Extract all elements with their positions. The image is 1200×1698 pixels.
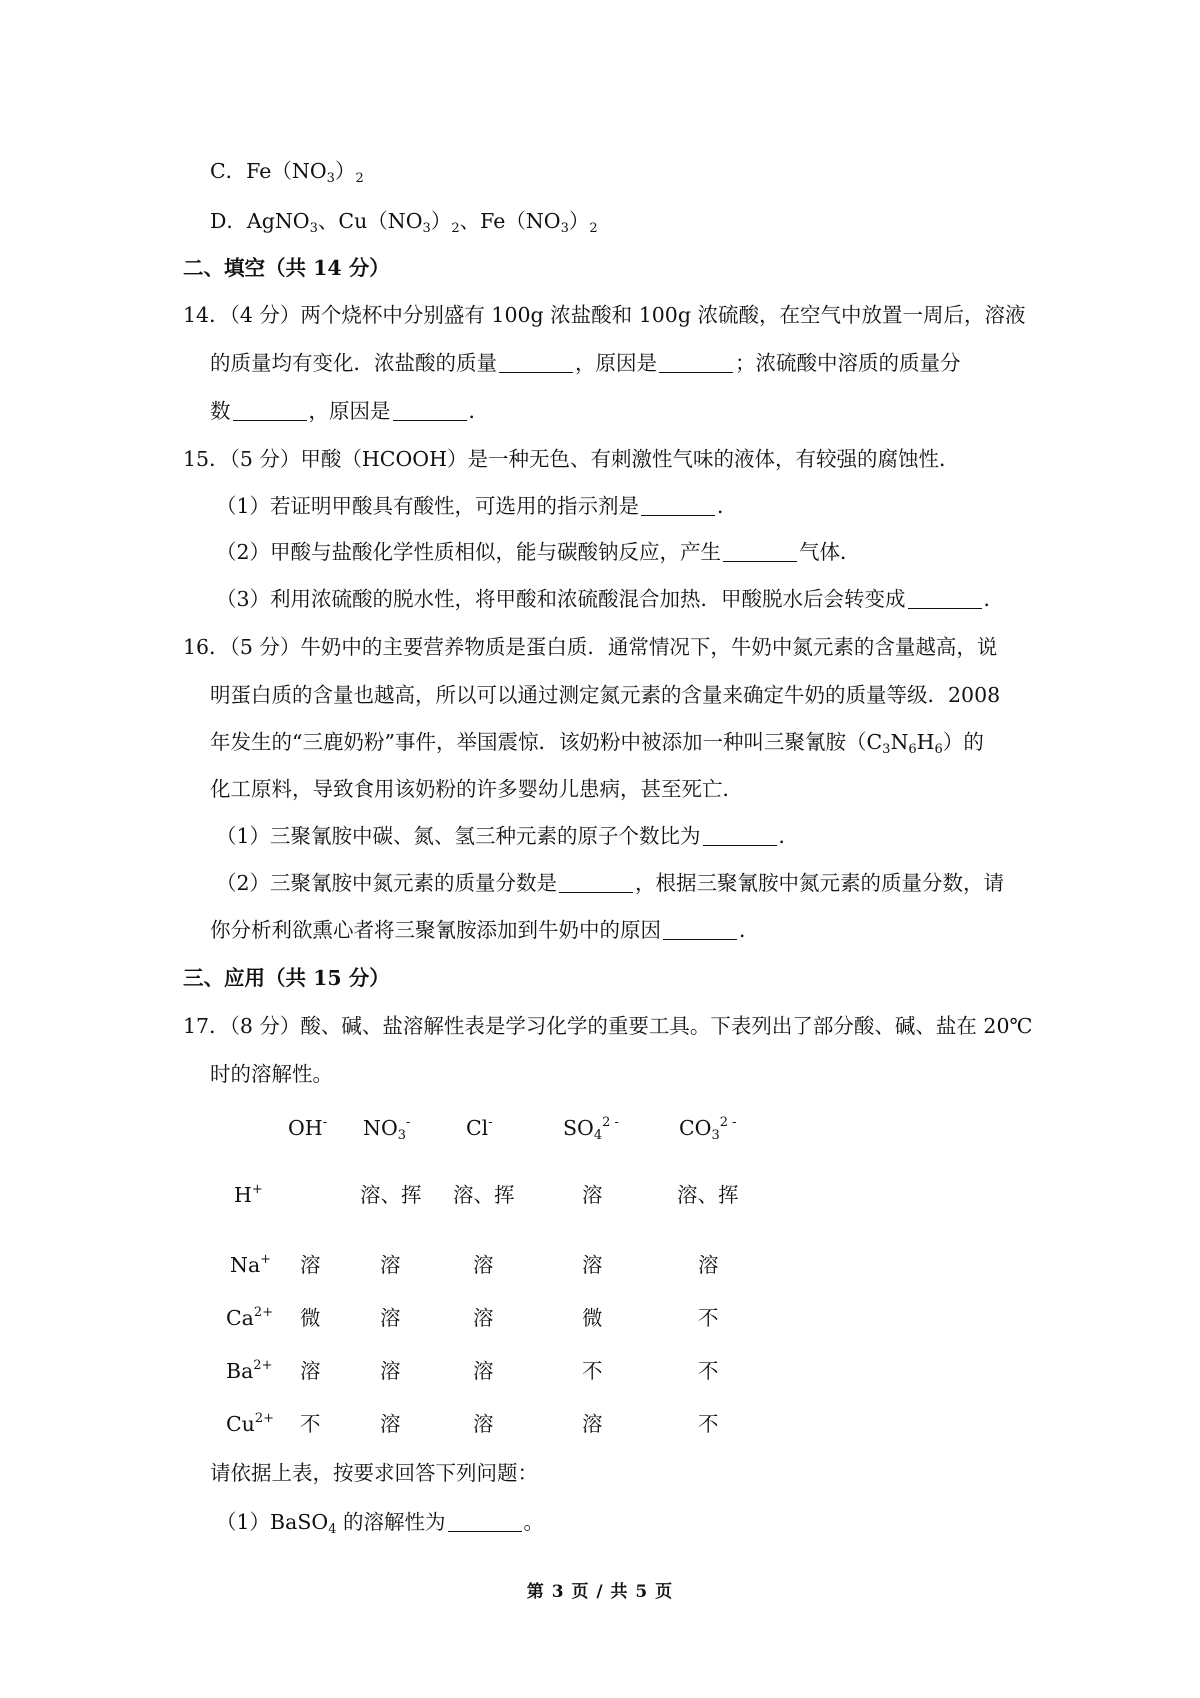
table-cell: 溶、挥 <box>453 1183 515 1207</box>
q16-line3: 年发生的“三鹿奶粉”事件，举国震惊．该奶粉中被添加一种叫三聚氰胺$(C_3N_6H_6)$的 <box>210 730 984 757</box>
table-cell: 溶 <box>380 1253 401 1277</box>
q16-line1: 16．（5 分）牛奶中的主要营养物质是蛋白质．通常情况下，牛奶中氮元素的含量越高，说 <box>183 635 998 659</box>
answer-blank[interactable] <box>723 541 797 562</box>
q14-line1: 14．（4 分）两个烧杯中分别盛有 100g 浓盐酸和 100g 浓硫酸，在空气中放置一周后，溶液 <box>183 303 1026 327</box>
table-cell: 溶 <box>473 1359 494 1383</box>
q15-part1: （1）若证明甲酸具有酸性，可选用的指示剂是 ． <box>216 494 738 518</box>
answer-blank[interactable] <box>703 825 777 846</box>
table-cell: 微 <box>300 1306 321 1330</box>
q17-line1: 17．（8 分）酸、碱、盐溶解性表是学习化学的重要工具。下表列出了部分酸、碱、盐在 20℃ <box>183 1014 1033 1038</box>
table-cell: 溶 <box>582 1183 603 1207</box>
table-cell: 溶 <box>698 1253 719 1277</box>
cation-label: $Ca^{2+}$ <box>226 1305 274 1330</box>
cation-label: Na+ <box>230 1252 272 1277</box>
q16-part3: 你分析利欲熏心者将三聚氰胺添加到牛奶中的原因 ． <box>210 918 760 942</box>
table-cell: 溶 <box>582 1253 603 1277</box>
option-d: D．AgNO$_3$、$Cu(NO_3)_2$、$Fe(NO_3)_2$ <box>210 209 598 236</box>
table-cell: 溶、挥 <box>677 1183 739 1207</box>
q16-part1: （1）三聚氰胺中碳、氮、氢三种元素的原子个数比为 ． <box>216 824 800 848</box>
q17-line2: 时的溶解性。 <box>210 1062 333 1086</box>
table-cell: 溶 <box>473 1412 494 1436</box>
table-cell: 溶、挥 <box>360 1183 422 1207</box>
answer-blank[interactable] <box>233 400 307 421</box>
q14-line3: 数 ，原因是 ． <box>210 399 489 423</box>
section-title-fill-blank: 二、填空（共 14 分） <box>183 256 390 280</box>
q17-instruction: 请依据上表，按要求回答下列问题： <box>210 1461 538 1485</box>
answer-blank[interactable] <box>663 919 737 940</box>
answer-blank[interactable] <box>499 352 573 373</box>
answer-blank[interactable] <box>908 588 982 609</box>
table-cell: 溶 <box>473 1306 494 1330</box>
table-cell: 溶 <box>300 1359 321 1383</box>
anion-header: $SO_4^{2 -}$ <box>563 1115 619 1143</box>
answer-blank[interactable] <box>559 872 633 893</box>
table-cell: 溶 <box>380 1412 401 1436</box>
table-cell: 不 <box>698 1359 719 1383</box>
table-cell: 微 <box>582 1306 603 1330</box>
cation-label: $Cu^{2+}$ <box>226 1411 275 1436</box>
option-c: C．$Fe(NO_3)_2$ <box>210 159 364 186</box>
answer-blank[interactable] <box>393 400 467 421</box>
anion-header: $CO_3^{2 -}$ <box>679 1115 737 1143</box>
q14-line2: 的质量均有变化．浓盐酸的质量 ，原因是 ；浓硫酸中溶质的质量分 <box>210 351 961 375</box>
cation-label: H+ <box>234 1182 263 1207</box>
answer-blank[interactable] <box>448 1511 522 1532</box>
table-cell: 不 <box>698 1306 719 1330</box>
table-cell: 不 <box>300 1412 321 1436</box>
q15-line1: 15．（5 分）甲酸（HCOOH）是一种无色、有刺激性气味的液体，有较强的腐蚀性． <box>183 447 960 471</box>
q15-part2: （2）甲酸与盐酸化学性质相似，能与碳酸钠反应，产生 气体． <box>216 540 861 564</box>
table-cell: 不 <box>698 1412 719 1436</box>
anion-header: OH- <box>288 1115 328 1140</box>
table-cell: 溶 <box>300 1253 321 1277</box>
section-title-application: 三、应用（共 15 分） <box>183 966 390 990</box>
q16-line4: 化工原料，导致食用该奶粉的许多婴幼儿患病，甚至死亡． <box>210 777 743 801</box>
page-footer: 第 3 页 / 共 5 页 <box>526 1582 674 1602</box>
table-cell: 不 <box>582 1359 603 1383</box>
q16-part2: （2）三聚氰胺中氮元素的质量分数是 ，根据三聚氰胺中氮元素的质量分数，请 <box>216 871 1005 895</box>
q16-line2: 明蛋白质的含量也越高，所以可以通过测定氮元素的含量来确定牛奶的质量等级．2008 <box>210 683 1001 707</box>
cation-label: $Ba^{2+}$ <box>226 1358 273 1383</box>
answer-blank[interactable] <box>641 495 715 516</box>
q15-part3: （3）利用浓硫酸的脱水性，将甲酸和浓硫酸混合加热．甲酸脱水后会转变成 ． <box>216 587 1005 611</box>
table-cell: 溶 <box>473 1253 494 1277</box>
answer-blank[interactable] <box>659 352 733 373</box>
table-cell: 溶 <box>380 1306 401 1330</box>
q17-part1: （1）BaSO$_4$ 的溶解性为 。 <box>216 1510 544 1537</box>
anion-header: $NO_3^-$ <box>363 1115 411 1143</box>
table-cell: 溶 <box>582 1412 603 1436</box>
table-cell: 溶 <box>380 1359 401 1383</box>
anion-header: Cl- <box>466 1115 493 1140</box>
